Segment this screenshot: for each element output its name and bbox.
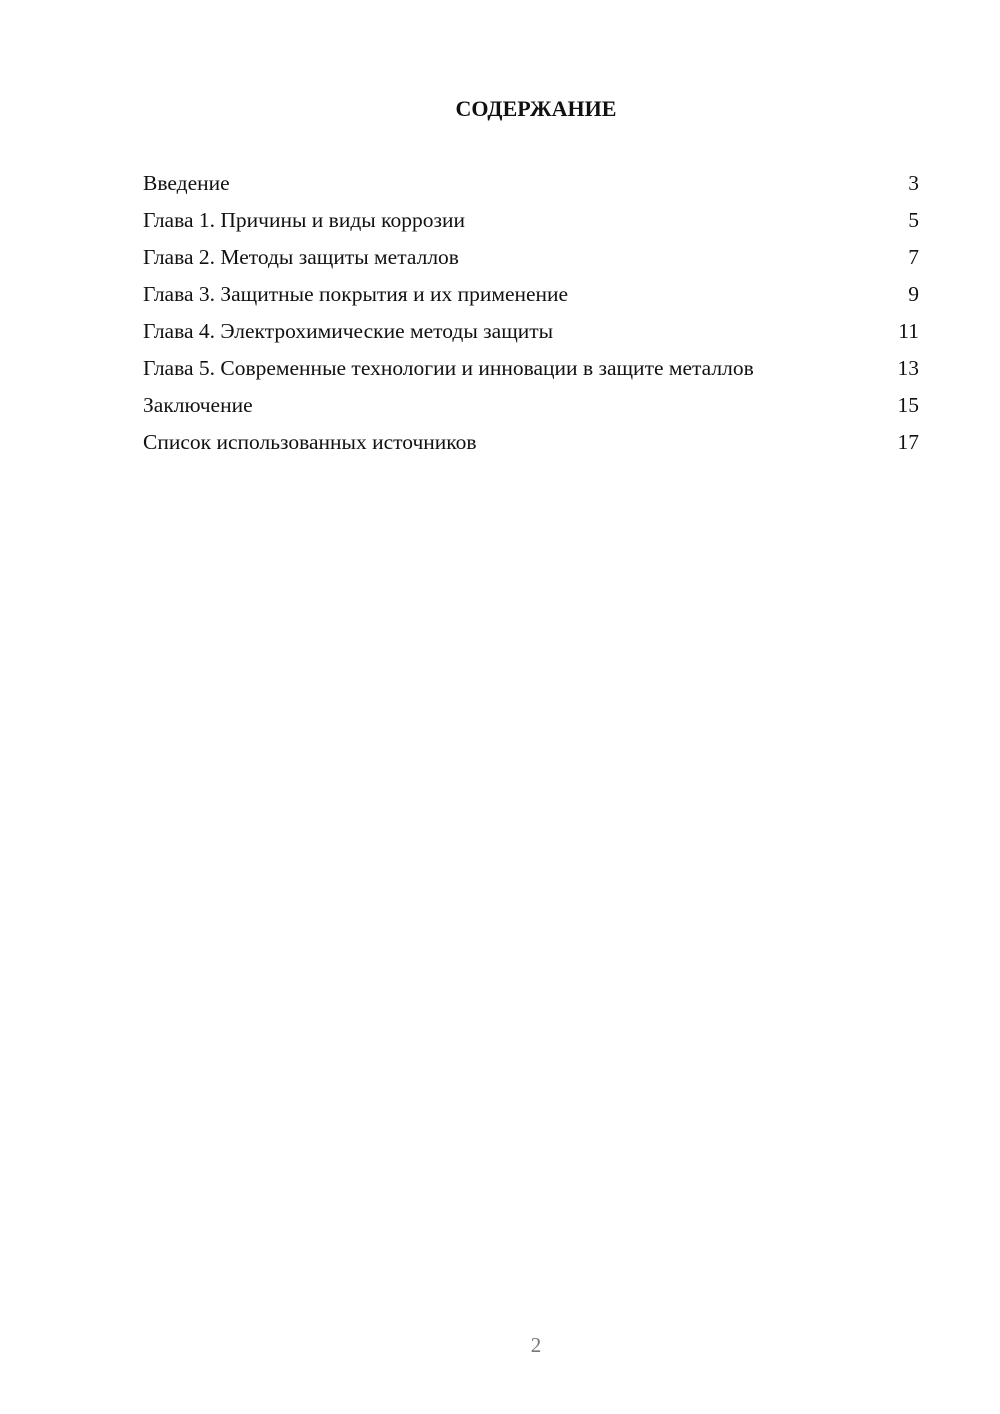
toc-entry-label: Заключение [143,393,253,417]
toc-entry-label: Список использованных источников [143,430,477,454]
page-number-container [0,1333,1000,1358]
page-title: СОДЕРЖАНИЕ [455,96,617,121]
toc-entry-label: Глава 1. Причины и виды коррозии [143,208,465,232]
toc-entry-references [143,429,919,456]
toc-entry-chapter-3 [143,281,919,308]
toc-entry-label: Глава 3. Защитные покрытия и их применение [143,282,569,306]
toc-entry-label: Глава 2. Методы защиты металлов [143,245,459,269]
toc-entry-chapter-1 [143,207,919,234]
toc-entry-page: 9 [908,282,919,306]
toc-entry-conclusion [143,392,919,419]
page-number: 2 [530,1333,542,1357]
toc-entry-page: 5 [908,208,919,232]
toc-entry-chapter-2 [143,244,919,271]
toc-title-container [0,96,1000,122]
toc-entry-introduction [143,170,919,197]
toc-entry-chapter-4 [143,318,919,345]
toc-entry-page: 17 [897,430,919,454]
toc-entry-page: 11 [898,319,919,343]
toc-entry-label: Введение [143,171,230,195]
toc-entry-chapter-5 [143,355,919,382]
toc-entry-page: 13 [897,356,919,380]
toc-entry-page: 3 [908,171,919,195]
toc-entry-label: Глава 4. Электрохимические методы защиты [143,319,554,343]
toc-entry-page: 7 [908,245,919,269]
toc-entry-label: Глава 5. Современные технологии и инновации в защите металлов [143,356,754,380]
toc-entry-page: 15 [897,393,919,417]
table-of-contents [143,170,919,466]
